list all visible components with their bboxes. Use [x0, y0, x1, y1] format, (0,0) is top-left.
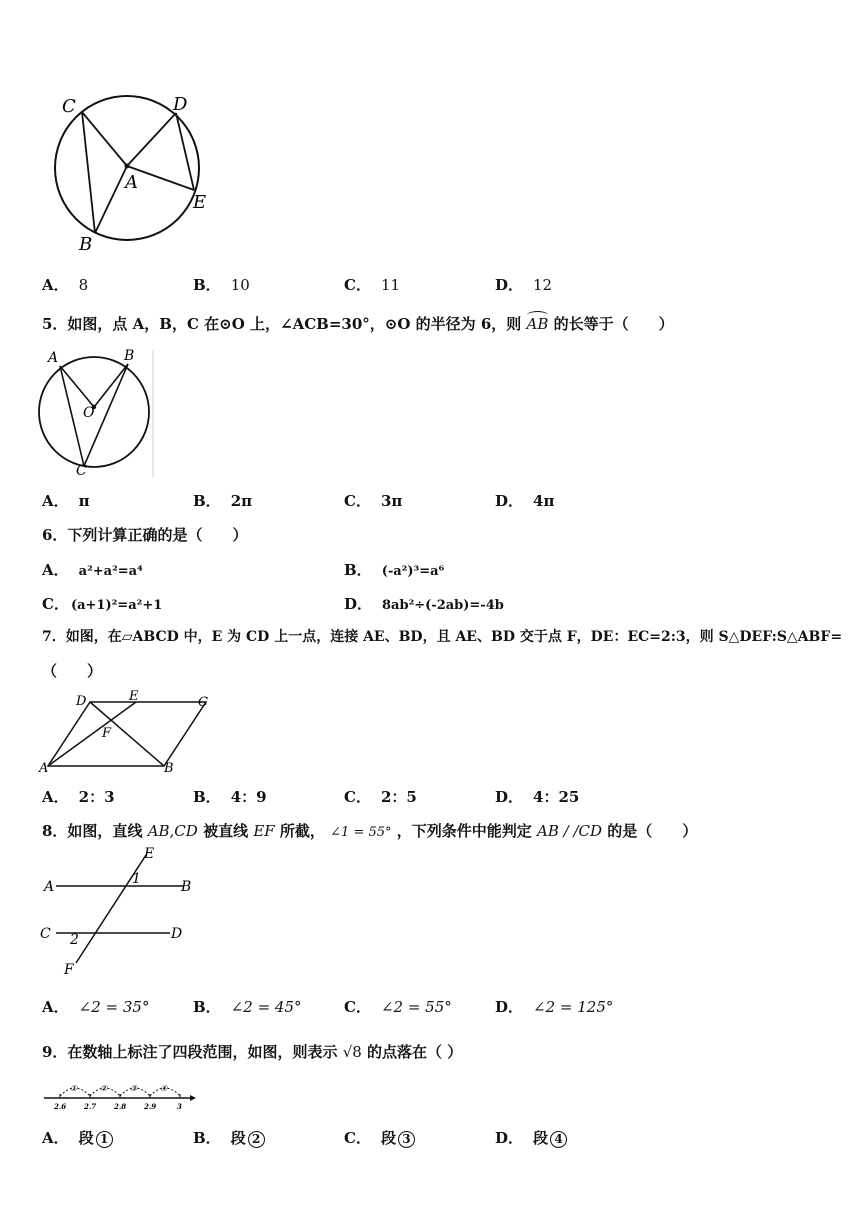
- q5-label-C: C: [76, 463, 87, 477]
- q7-option-b: B． 4：9: [193, 788, 267, 806]
- q5-option-b: B． 2π: [193, 492, 253, 510]
- q7-option-a: A． 2：3: [42, 788, 115, 806]
- q8-label-E: E: [144, 846, 155, 862]
- q5-stem: 5．如图，点 A，B，C 在⊙O 上，∠ACB=30°，⊙O 的半径为 6，则 AB 的长等于（ ）: [42, 313, 674, 334]
- q8-label-2: 2: [70, 932, 79, 948]
- q7-label-F: F: [102, 726, 112, 741]
- q7-option-c: C． 2：5: [344, 788, 417, 806]
- q5-arc-ab: AB: [527, 315, 549, 333]
- q7-line-AE: [48, 702, 136, 766]
- q8-label-D: D: [171, 926, 183, 942]
- q7-label-C: C: [198, 695, 208, 710]
- q8-label-F: F: [64, 962, 74, 978]
- q9-tick-label: 2.7: [84, 1102, 97, 1111]
- circled-number: 4: [550, 1131, 567, 1148]
- circled-number: 3: [398, 1131, 415, 1148]
- circled-number: 2: [248, 1131, 265, 1148]
- q9-tick-label: 2.9: [144, 1102, 157, 1111]
- q9-option-d: D． 段 4: [495, 1127, 567, 1148]
- q4-line-AB: [95, 166, 127, 233]
- q4-line-DA: [127, 113, 176, 166]
- q9-option-c: C． 段 3: [344, 1127, 415, 1148]
- q9-option-b: B． 段 2: [193, 1127, 265, 1148]
- q8-label-1: 1: [132, 871, 141, 887]
- q5-label-O: O: [83, 405, 95, 421]
- q4-label-E: E: [193, 192, 207, 213]
- q9-tick-label: 2.6: [54, 1102, 67, 1111]
- q7-label-E: E: [129, 689, 139, 704]
- q8-label-A: A: [44, 879, 55, 895]
- q9-segment-2: ②: [100, 1084, 108, 1093]
- q6-option-c: C． (a+1)²=a²+1: [42, 595, 163, 613]
- q5-option-d: D． 4π: [495, 492, 555, 510]
- q4-option-b: B． 10: [193, 276, 250, 294]
- q7-figure: [36, 688, 216, 776]
- q6-option-a: A． a²+a²=a⁴: [42, 561, 143, 579]
- q5-label-B: B: [124, 348, 135, 364]
- q4-label-B: B: [79, 234, 93, 255]
- q5-option-a: A． π: [42, 492, 90, 510]
- q8-option-c: C． ∠2 = 55°: [344, 998, 452, 1016]
- q9-tick-label: 3: [177, 1102, 182, 1111]
- q7-label-D: D: [76, 694, 87, 709]
- q4-label-C: C: [62, 96, 76, 117]
- q4-figure: [45, 90, 220, 255]
- q7-stem-line2: （ ）: [42, 662, 103, 680]
- q9-segment-4: ④: [160, 1084, 168, 1093]
- q4-option-d: D． 12: [495, 276, 553, 294]
- q4-option-a: A． 8: [42, 276, 89, 294]
- q8-figure: [38, 845, 198, 980]
- q4-point-A: [125, 164, 130, 169]
- q5-label-A: A: [48, 350, 59, 366]
- q8-option-a: A． ∠2 = 35°: [42, 998, 150, 1016]
- circled-number: 1: [96, 1131, 113, 1148]
- q6-option-d: D． 8ab²÷(-2ab)=-4b: [344, 595, 504, 613]
- q7-option-d: D． 4：25: [495, 788, 580, 806]
- q8-option-d: D． ∠2 = 125°: [495, 998, 614, 1016]
- q7-label-B: B: [164, 761, 174, 776]
- q9-segment-1: ①: [70, 1084, 78, 1093]
- q4-label-A: A: [125, 172, 138, 193]
- q8-label-C: C: [40, 926, 51, 942]
- q9-stem: 9．在数轴上标注了四段范围，如图，则表示 √8 的点落在（ ）: [42, 1043, 463, 1061]
- q5-option-c: C． 3π: [344, 492, 403, 510]
- q9-option-a: A． 段 1: [42, 1127, 113, 1148]
- q9-axis-arrow: [190, 1095, 196, 1101]
- q4-line-CB: [82, 112, 95, 233]
- q9-number-line: [40, 1076, 200, 1116]
- q9-tick-label: 2.8: [114, 1102, 127, 1111]
- q7-label-A: A: [39, 761, 49, 776]
- q7-stem: 7．如图，在▱ABCD 中，E 为 CD 上一点，连接 AE、BD，且 AE、BD 交于点 F，DE：EC=2:3，则 S△DEF:S△ABF=: [42, 629, 843, 645]
- q5-line-BO: [94, 364, 128, 407]
- q8-option-b: B． ∠2 = 45°: [193, 998, 302, 1016]
- q4-line-CA: [82, 112, 127, 166]
- q6-option-b: B． (-a²)³=a⁶: [344, 561, 445, 579]
- q8-stem: 8．如图，直线 AB,CD 被直线 EF 所截， ∠1 = 55° ，下列条件中能判定 AB / /CD 的是（ ）: [42, 822, 698, 840]
- q6-stem: 6．下列计算正确的是（ ）: [42, 526, 248, 544]
- q4-option-c: C． 11: [344, 276, 401, 294]
- q8-label-B: B: [181, 879, 192, 895]
- q4-label-D: D: [173, 94, 188, 115]
- q5-figure: [36, 345, 158, 477]
- q9-segment-3: ③: [130, 1084, 138, 1093]
